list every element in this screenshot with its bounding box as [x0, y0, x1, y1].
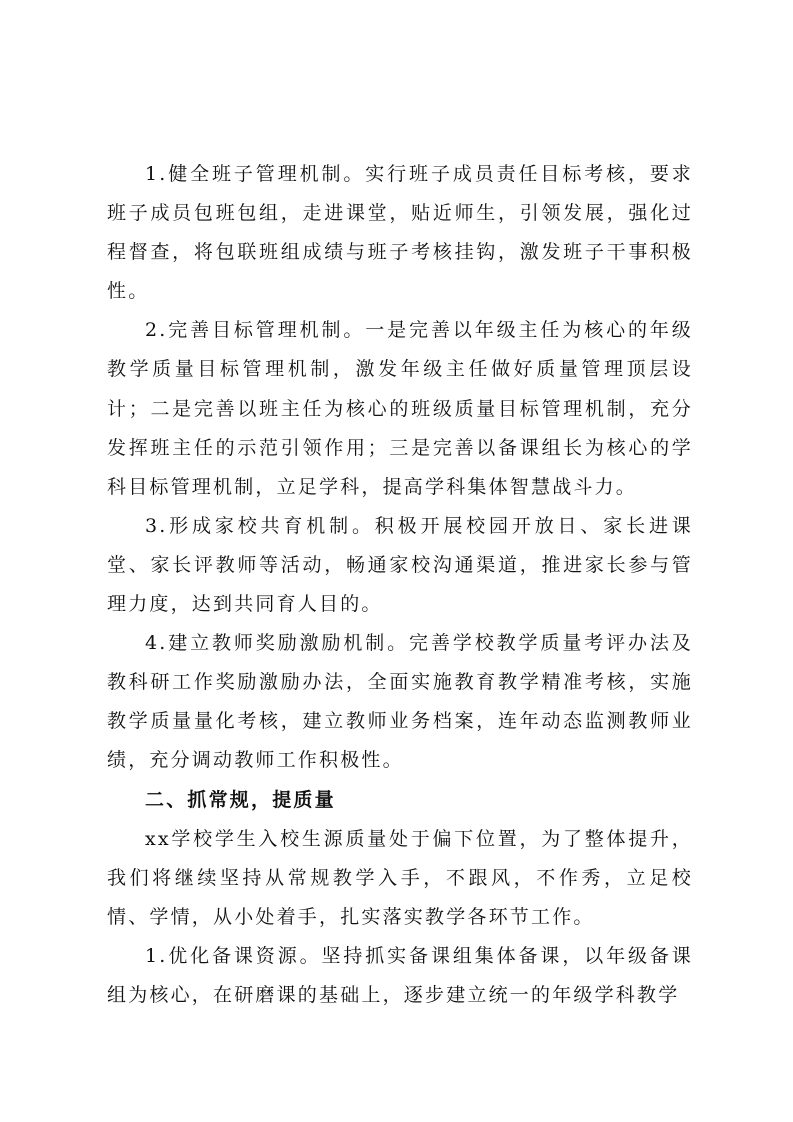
paragraph-lesson-prep: 1.优化备课资源。坚持抓实备课组集体备课，以年级备课组为核心，在研磨课的基础上，逐步建立统一的年级学科教学 [107, 944, 693, 1006]
paragraph-teacher-incentive: 4.建立教师奖励激励机制。完善学校教学质量考评办法及教科研工作奖励激励办法，全面实施教育教学精准考核，实施教学质量量化考核，建立教师业务档案，连年动态监测教师业绩，充分调动教师工作积极性。 [107, 632, 693, 772]
paragraph-home-school: 3.形成家校共育机制。积极开展校园开放日、家长进课堂、家长评教师等活动，畅通家校沟通渠道，推进家长参与管理力度，达到共同育人目的。 [107, 514, 693, 616]
paragraph-school-intake: xx学校学生入校生源质量处于偏下位置，为了整体提升，我们将继续坚持从常规教学入手，不跟风，不作秀，立足校情、学情，从小处着手，扎实落实教学各环节工作。 [107, 827, 693, 928]
document-body [107, 155, 693, 1015]
section-heading: 二、抓常规，提质量 [145, 788, 336, 811]
paragraph-target-management: 2.完善目标管理机制。一是完善以年级主任为核心的年级教学质量目标管理机制，激发年级主任做好质量管理顶层设计；二是完善以班主任为核心的班级质量目标管理机制，充分发挥班主任的示范引领作用；三是完善以备课组长为核心的学科目标管理机制，立足学科，提高学科集体智慧战斗力。 [107, 319, 693, 498]
paragraph-leadership-mechanism: 1.健全班子管理机制。实行班子成员责任目标考核，要求班子成员包班包组，走进课堂，贴近师生，引领发展，强化过程督查，将包联班组成绩与班子考核挂钩，激发班子干事积极性。 [107, 163, 693, 303]
